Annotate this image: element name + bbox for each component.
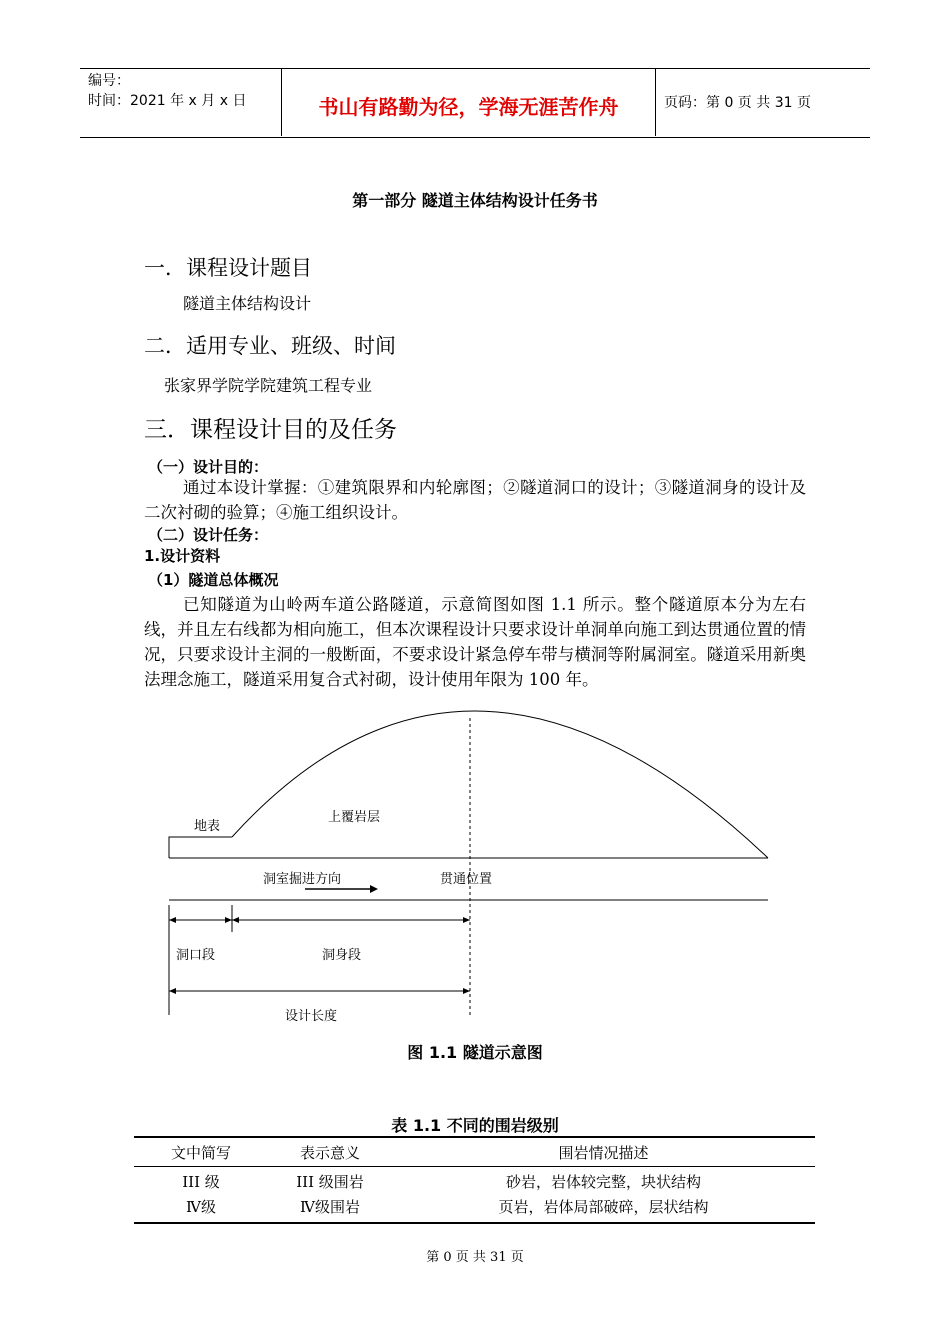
table-header-cell: 表示意义 [299, 1144, 360, 1162]
header-code-label: 编号： [88, 73, 130, 89]
overview-paragraph: 已知隧道为山岭两车道公路隧道，示意简图如图 1.1 所示。整个隧道原本分为左右线，并且左右线都为相向施工，但本次课程设计只要求设计单洞单向施工到达贯通位置的情况，只要求设计主洞的一般断面，不要求设计紧急停车带与横洞等附属洞室。隧道采用新奥法理念施工，隧道采用复合式衬砌，设计使用年限为 100 年。 [144, 595, 806, 689]
subsection-purpose: （一）设计目的： [148, 458, 269, 476]
label-design-length: 设计长度 [285, 1009, 338, 1024]
tunnel-diagram [160, 710, 780, 1030]
section-3-heading: 三．课程设计目的及任务 [144, 417, 397, 443]
table-cell: 页岩，岩体局部破碎，层状结构 [498, 1198, 709, 1216]
table-header-cell: 围岩情况描述 [558, 1144, 649, 1162]
table-cell: Ⅳ级 [186, 1198, 216, 1216]
section-1-heading: 一．课程设计题目 [144, 256, 312, 280]
table-cell: III 级 [182, 1173, 220, 1191]
mountain-profile [232, 711, 768, 858]
table-header-rule [134, 1166, 815, 1167]
subsection-tasks: （二）设计任务： [148, 526, 269, 544]
header-motto: 书山有路勤为径，学海无涯苦作舟 [318, 95, 619, 119]
section-2-heading: 二．适用专业、班级、时间 [144, 334, 396, 358]
section-2-body: 张家界学院学院建筑工程专业 [164, 376, 373, 395]
item-design-data: 1.设计资料 [144, 547, 221, 565]
header-page-info: 页码：第 0 页 共 31 页 [664, 95, 811, 111]
table-caption: 表 1.1 不同的围岩级别 [391, 1116, 559, 1135]
header-divider [655, 68, 656, 136]
table-cell: III 级围岩 [296, 1173, 364, 1191]
direction-arrowhead [370, 885, 378, 893]
item-overview: （1）隧道总体概况 [148, 571, 279, 589]
label-breakthrough: 贯通位置 [440, 872, 493, 887]
label-portal: 洞口段 [176, 948, 216, 963]
purpose-paragraph: 通过本设计掌握：①建筑限界和内轮廓图；②隧道洞口的设计；③隧道洞身的设计及二次衬砌的验算；④施工组织设计。 [144, 478, 806, 522]
table-header-cell: 文中简写 [170, 1144, 231, 1162]
page-footer: 第 0 页 共 31 页 [426, 1250, 524, 1265]
section-1-body: 隧道主体结构设计 [183, 294, 312, 313]
label-overburden: 上覆岩层 [328, 810, 381, 825]
table-top-rule [134, 1136, 815, 1138]
figure-caption: 图 1.1 隧道示意图 [407, 1043, 543, 1062]
document-title: 第一部分 隧道主体结构设计任务书 [352, 191, 598, 210]
label-ground: 地表 [194, 819, 221, 834]
table-cell: Ⅳ级围岩 [300, 1198, 360, 1216]
label-body: 洞身段 [322, 948, 362, 963]
label-direction: 洞室掘进方向 [263, 872, 342, 887]
header-time-label: 时间：2021 年 x 月 x 日 [88, 93, 247, 109]
ground-surface-line [169, 837, 232, 858]
table-cell: 砂岩，岩体较完整，块状结构 [505, 1173, 701, 1191]
table-bottom-rule [134, 1222, 815, 1224]
